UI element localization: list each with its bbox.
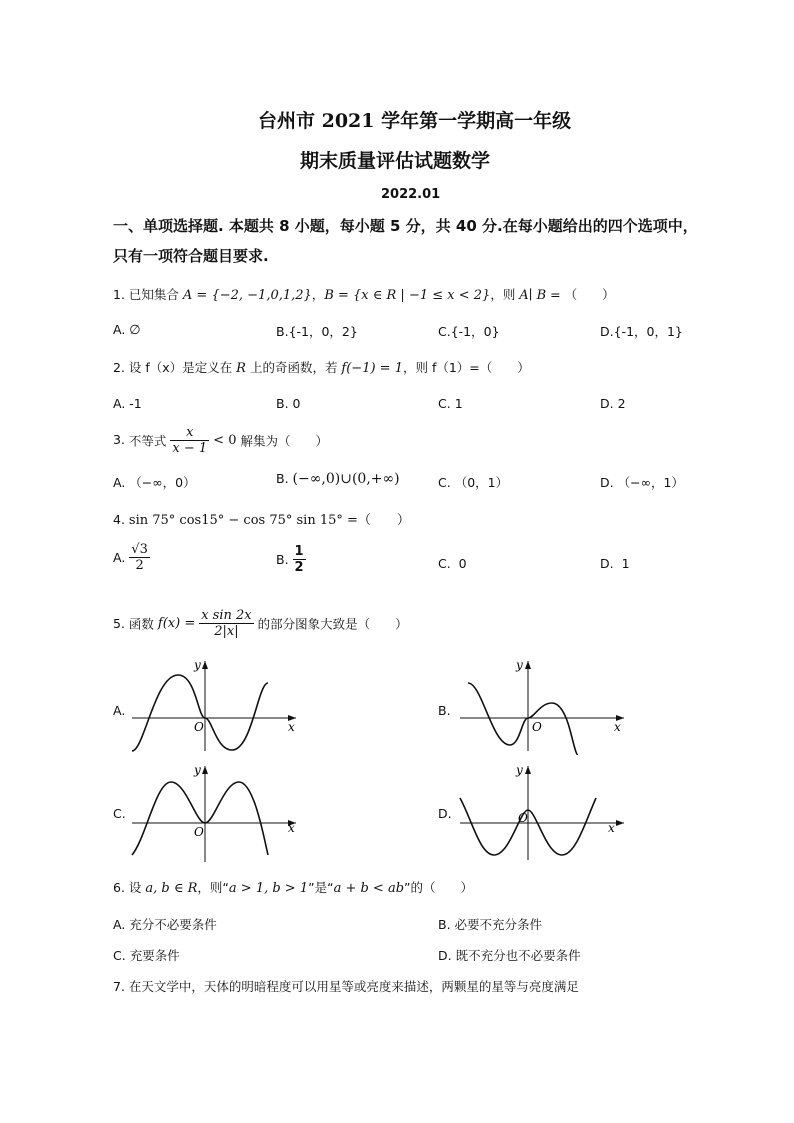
question-5-option-b-label[interactable]: B. xyxy=(438,703,451,718)
svg-text:O: O xyxy=(518,811,528,825)
question-1-option-c[interactable]: C.{-1，0} xyxy=(438,324,500,339)
question-6-option-a[interactable]: A. 充分不必要条件 xyxy=(113,917,217,932)
svg-text:y: y xyxy=(194,763,201,777)
svg-text:x: x xyxy=(614,720,621,734)
question-5-option-c-label[interactable]: C. xyxy=(113,806,126,821)
question-number: 1. xyxy=(113,287,125,302)
section-heading-line1: 一、单项选择题. 本题共 8 小题，每小题 5 分，共 40 分.在每小题给出的四个选项中， xyxy=(113,217,698,235)
question-7-stem: 7. 在天文学中，天体的明暗程度可以用星等或亮度来描述，两颗星的星等与亮度满足 xyxy=(113,979,579,994)
question-6-stem: 6. 设 a, b ∈ R，则“a > 1, b > 1”是“a + b < ab”的（ ） xyxy=(113,880,474,896)
question-4-option-b[interactable]: B. $\frac{1}{2}$ xyxy=(276,544,304,575)
y-axis-label: y xyxy=(194,658,201,672)
stem-text: ，则 xyxy=(490,287,520,302)
question-1-option-a[interactable]: A. ∅ xyxy=(113,322,141,338)
question-4-option-c[interactable]: C. 0 xyxy=(438,556,467,571)
graph-b[interactable] xyxy=(456,655,628,755)
question-3-stem: 3. 不等式 $\frac{x}{x - 1}$ < 0 解集为（ ） xyxy=(113,425,328,456)
question-2-option-c[interactable]: C. 1 xyxy=(438,396,463,411)
graph-d[interactable] xyxy=(456,760,628,865)
stem-text: = （ ） xyxy=(546,287,615,302)
stem-text: 已知集合 xyxy=(128,287,183,302)
question-4-option-d[interactable]: D. 1 xyxy=(600,556,630,571)
set-b: B = {x ∈ R | −1 ≤ x < 2} xyxy=(324,288,491,303)
svg-text:y: y xyxy=(516,658,523,672)
question-2-option-a[interactable]: A. -1 xyxy=(113,396,142,411)
question-4-stem: 4. sin 75° cos15° − cos 75° sin 15° =（ ） xyxy=(113,512,410,528)
set-expression: A∣ B xyxy=(519,288,547,303)
graph-c[interactable] xyxy=(128,760,300,865)
question-6-option-b[interactable]: B. 必要不充分条件 xyxy=(438,917,543,932)
fraction: $\frac{x}{x - 1}$ xyxy=(172,425,208,456)
graph-a[interactable] xyxy=(128,655,300,755)
question-1-stem xyxy=(113,285,615,303)
exam-date: 2022.01 xyxy=(381,187,441,202)
section-heading-line2: 只有一项符合题目要求. xyxy=(113,247,269,265)
set-a: A = {−2, −1,0,1,2} xyxy=(182,288,312,303)
question-5-option-a-label[interactable]: A. xyxy=(113,703,126,718)
question-3-option-d[interactable]: D. （−∞，1） xyxy=(600,475,684,490)
question-2-option-d[interactable]: D. 2 xyxy=(600,396,626,411)
fraction: $\frac{\text{x sin 2x}}{2|x|}$ xyxy=(201,608,252,639)
page-subtitle: 期末质量评估试题数学 xyxy=(300,150,491,172)
question-2-stem: 2. 设 f（x）是定义在 R 上的奇函数，若 f(−1) = 1，则 f（1）=（ ） xyxy=(113,360,530,376)
svg-text:x: x xyxy=(288,821,295,835)
question-1-option-d[interactable]: D.{-1，0，1} xyxy=(600,324,683,339)
question-6-option-c[interactable]: C. 充要条件 xyxy=(113,948,180,963)
svg-text:x: x xyxy=(608,821,615,835)
question-2-option-b[interactable]: B. 0 xyxy=(276,396,301,411)
page-title: 台州市 2021 学年第一学期高一年级 xyxy=(258,110,572,132)
origin-label: O xyxy=(194,720,204,734)
question-1-option-b[interactable]: B.{-1，0，2} xyxy=(276,324,358,339)
question-4-option-a[interactable]: A. $\frac{√3}{2}$ xyxy=(113,542,148,573)
question-3-option-b[interactable]: B. (−∞,0)∪(0,+∞) xyxy=(276,471,400,487)
question-5-option-d-label[interactable]: D. xyxy=(438,806,452,821)
svg-text:O: O xyxy=(532,720,542,734)
question-3-option-a[interactable]: A. （−∞，0） xyxy=(113,475,196,490)
question-5-stem: 5. 函数 f(x) = $\frac{\text{x sin 2x}}{2|x|}$ 的部分图象大致是（ ） xyxy=(113,608,408,639)
stem-text: ， xyxy=(311,287,325,302)
question-6-option-d[interactable]: D. 既不充分也不必要条件 xyxy=(438,948,581,963)
svg-text:y: y xyxy=(516,763,523,777)
question-3-option-c[interactable]: C. （0，1） xyxy=(438,475,509,490)
x-axis-label: x xyxy=(288,720,295,734)
svg-text:O: O xyxy=(194,825,204,839)
